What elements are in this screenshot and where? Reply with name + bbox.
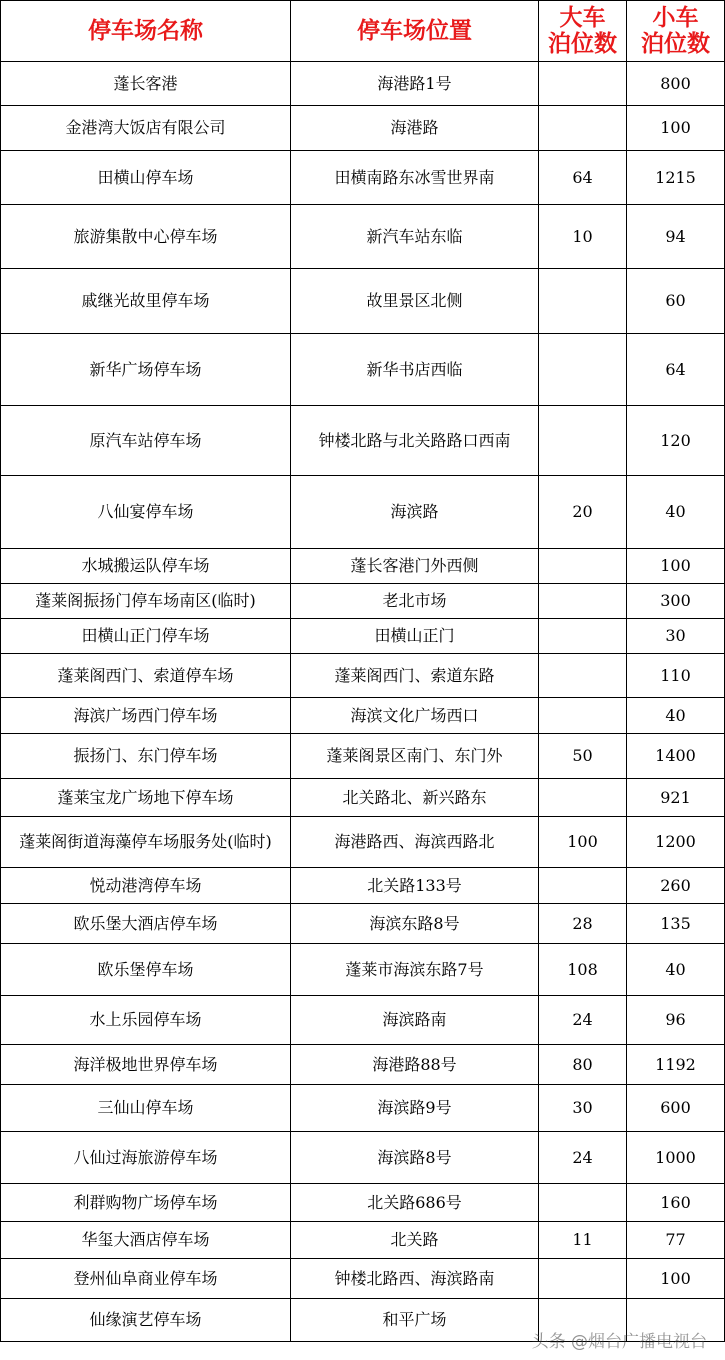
cell-name: 水城搬运队停车场	[1, 549, 291, 584]
cell-large-spaces	[539, 619, 627, 654]
cell-name: 悦动港湾停车场	[1, 868, 291, 904]
cell-small-spaces: 30	[627, 619, 725, 654]
cell-location: 钟楼北路西、海滨路南	[291, 1259, 539, 1299]
cell-name: 原汽车站停车场	[1, 406, 291, 476]
cell-large-spaces	[539, 549, 627, 584]
cell-small-spaces: 1000	[627, 1132, 725, 1184]
cell-small-spaces: 300	[627, 584, 725, 619]
table-row	[1, 406, 725, 476]
table-row	[1, 269, 725, 334]
cell-large-spaces: 108	[539, 944, 627, 996]
cell-small-spaces: 40	[627, 698, 725, 734]
cell-large-spaces	[539, 334, 627, 406]
cell-name: 海洋极地世界停车场	[1, 1045, 291, 1085]
cell-name: 海滨广场西门停车场	[1, 698, 291, 734]
cell-large-spaces: 100	[539, 817, 627, 868]
cell-name: 蓬莱阁振扬门停车场南区(临时)	[1, 584, 291, 619]
cell-location: 田横南路东冰雪世界南	[291, 151, 539, 205]
cell-small-spaces: 94	[627, 205, 725, 269]
header-location: 停车场位置	[291, 1, 539, 62]
table-row	[1, 151, 725, 205]
cell-large-spaces: 11	[539, 1222, 627, 1259]
cell-large-spaces: 20	[539, 476, 627, 549]
table-row	[1, 654, 725, 698]
cell-location: 海滨文化广场西口	[291, 698, 539, 734]
watermark: 头条 @烟台广播电视台	[531, 1332, 707, 1352]
table-row	[1, 106, 725, 151]
table-row	[1, 698, 725, 734]
cell-small-spaces: 1400	[627, 734, 725, 779]
cell-location: 海港路	[291, 106, 539, 151]
cell-name: 水上乐园停车场	[1, 996, 291, 1045]
cell-location: 海港路西、海滨西路北	[291, 817, 539, 868]
table-row	[1, 205, 725, 269]
cell-large-spaces	[539, 698, 627, 734]
table-row	[1, 734, 725, 779]
cell-name: 蓬长客港	[1, 62, 291, 106]
table-row	[1, 817, 725, 868]
cell-location: 北关路北、新兴路东	[291, 779, 539, 817]
cell-location: 海滨路9号	[291, 1085, 539, 1132]
cell-name: 新华广场停车场	[1, 334, 291, 406]
cell-small-spaces: 40	[627, 476, 725, 549]
cell-large-spaces: 24	[539, 1132, 627, 1184]
cell-small-spaces: 921	[627, 779, 725, 817]
cell-name: 旅游集散中心停车场	[1, 205, 291, 269]
table-row	[1, 868, 725, 904]
cell-name: 登州仙阜商业停车场	[1, 1259, 291, 1299]
cell-large-spaces: 24	[539, 996, 627, 1045]
table-row	[1, 1184, 725, 1222]
cell-location: 海港路1号	[291, 62, 539, 106]
cell-large-spaces: 10	[539, 205, 627, 269]
cell-location: 钟楼北路与北关路路口西南	[291, 406, 539, 476]
cell-small-spaces: 100	[627, 549, 725, 584]
cell-name: 仙缘演艺停车场	[1, 1299, 291, 1342]
cell-small-spaces: 600	[627, 1085, 725, 1132]
cell-small-spaces: 1215	[627, 151, 725, 205]
header-row	[1, 1, 725, 62]
table-row	[1, 944, 725, 996]
cell-large-spaces	[539, 868, 627, 904]
table-row	[1, 904, 725, 944]
cell-large-spaces	[539, 106, 627, 151]
cell-location: 北关路686号	[291, 1184, 539, 1222]
cell-name: 欧乐堡大酒店停车场	[1, 904, 291, 944]
cell-large-spaces	[539, 406, 627, 476]
cell-large-spaces: 28	[539, 904, 627, 944]
cell-location: 和平广场	[291, 1299, 539, 1342]
cell-large-spaces: 50	[539, 734, 627, 779]
cell-large-spaces: 30	[539, 1085, 627, 1132]
cell-small-spaces: 100	[627, 1259, 725, 1299]
header-small-spaces: 小车 泊位数	[627, 1, 725, 62]
cell-name: 八仙过海旅游停车场	[1, 1132, 291, 1184]
cell-name: 金港湾大饭店有限公司	[1, 106, 291, 151]
cell-name: 华玺大酒店停车场	[1, 1222, 291, 1259]
cell-location: 田横山正门	[291, 619, 539, 654]
cell-location: 海滨路8号	[291, 1132, 539, 1184]
table-row	[1, 476, 725, 549]
table-row	[1, 1132, 725, 1184]
cell-large-spaces	[539, 269, 627, 334]
cell-small-spaces: 100	[627, 106, 725, 151]
table-row	[1, 1259, 725, 1299]
cell-name: 蓬莱阁西门、索道停车场	[1, 654, 291, 698]
cell-location: 新汽车站东临	[291, 205, 539, 269]
cell-location: 海滨路南	[291, 996, 539, 1045]
cell-location: 蓬莱阁西门、索道东路	[291, 654, 539, 698]
cell-small-spaces: 40	[627, 944, 725, 996]
header-name: 停车场名称	[1, 1, 291, 62]
table-row	[1, 779, 725, 817]
cell-name: 蓬莱宝龙广场地下停车场	[1, 779, 291, 817]
cell-name: 田横山停车场	[1, 151, 291, 205]
cell-location: 北关路133号	[291, 868, 539, 904]
cell-location: 蓬长客港门外西侧	[291, 549, 539, 584]
cell-location: 老北市场	[291, 584, 539, 619]
cell-small-spaces: 120	[627, 406, 725, 476]
cell-large-spaces	[539, 1259, 627, 1299]
table-row	[1, 549, 725, 584]
cell-small-spaces: 800	[627, 62, 725, 106]
cell-small-spaces: 1200	[627, 817, 725, 868]
cell-small-spaces: 110	[627, 654, 725, 698]
cell-small-spaces: 96	[627, 996, 725, 1045]
cell-location: 蓬莱阁景区南门、东门外	[291, 734, 539, 779]
cell-location: 海港路88号	[291, 1045, 539, 1085]
cell-name: 戚继光故里停车场	[1, 269, 291, 334]
cell-name: 利群购物广场停车场	[1, 1184, 291, 1222]
header-large-spaces: 大车 泊位数	[539, 1, 627, 62]
cell-large-spaces: 80	[539, 1045, 627, 1085]
table-row	[1, 584, 725, 619]
table-row	[1, 996, 725, 1045]
cell-small-spaces: 1192	[627, 1045, 725, 1085]
cell-small-spaces: 60	[627, 269, 725, 334]
cell-small-spaces: 160	[627, 1184, 725, 1222]
cell-location: 北关路	[291, 1222, 539, 1259]
cell-small-spaces: 260	[627, 868, 725, 904]
cell-small-spaces: 135	[627, 904, 725, 944]
cell-large-spaces	[539, 1184, 627, 1222]
cell-location: 海滨东路8号	[291, 904, 539, 944]
cell-name: 振扬门、东门停车场	[1, 734, 291, 779]
cell-name: 三仙山停车场	[1, 1085, 291, 1132]
cell-large-spaces: 64	[539, 151, 627, 205]
table-row	[1, 334, 725, 406]
cell-large-spaces	[539, 779, 627, 817]
cell-large-spaces	[539, 62, 627, 106]
cell-location: 故里景区北侧	[291, 269, 539, 334]
cell-large-spaces	[539, 654, 627, 698]
cell-small-spaces: 77	[627, 1222, 725, 1259]
cell-location: 海滨路	[291, 476, 539, 549]
table-row	[1, 1045, 725, 1085]
cell-name: 八仙宴停车场	[1, 476, 291, 549]
table-row	[1, 1222, 725, 1259]
table-row	[1, 619, 725, 654]
cell-location: 新华书店西临	[291, 334, 539, 406]
cell-name: 欧乐堡停车场	[1, 944, 291, 996]
cell-name: 蓬莱阁街道海藻停车场服务处(临时)	[1, 817, 291, 868]
cell-location: 蓬莱市海滨东路7号	[291, 944, 539, 996]
table-row	[1, 1085, 725, 1132]
table-row	[1, 62, 725, 106]
cell-small-spaces: 64	[627, 334, 725, 406]
cell-large-spaces	[539, 584, 627, 619]
cell-name: 田横山正门停车场	[1, 619, 291, 654]
